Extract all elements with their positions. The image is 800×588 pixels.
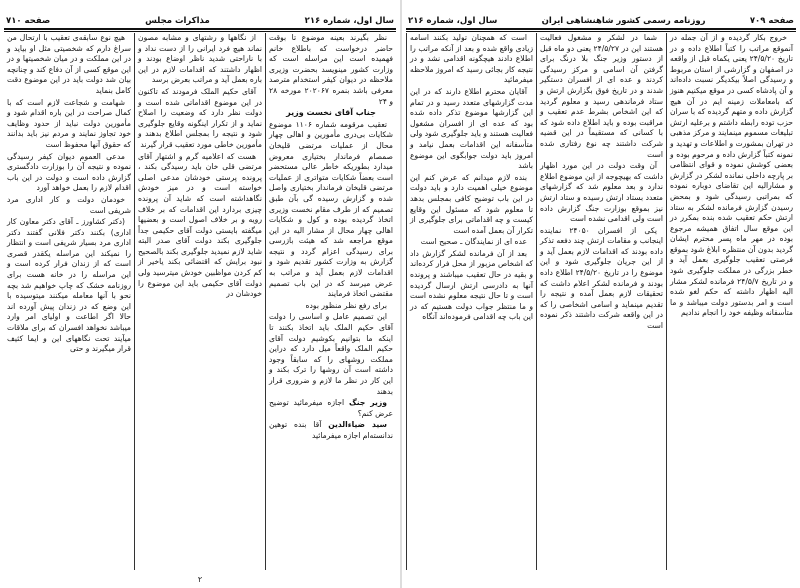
paragraph: خروج بکار گردیده و از آن جمله در آنموقع مراتب را کتباً اطلاع داده و در تاریخ ۲۴/۵/۲۰ یعنی یکماه قبل از واقعه در اصفهان و گزارشی از استان مربوط و رسیدگی اصلاً بیکدیگر نسبت داده‌اند و آن پادشاه کسی در موقع میکنیم هنوز که بامعاملات زمینه ایم در آن هیچ گزارش داده و متهم گردیده که با سران حزب توده رابطه داشتم و برعلیه ارتش تبلیغات مسموم مینمایند و مرکز مذهبی در تهران بمشورت و اطلاعات و تهدید و نمونه کتباً گزارش داده و مرحوم بوده و بعضی کوشش نموده و قوای انتظامی بر پارچه داخلی نمانده لشکر در گزارش و مشارالیه این تقاضای دوباره نموده که بمراتبی رسیدگی شود و بمحض رسیدن گزارش فرمانده لشکر به ستاد ارتش حکم تعقیب شده بنده بمکرر در این موقع سال اتفاق همیشه مرجوع بوده در مهر ماه پسر محترم ایشان گردید بدون آن منتظره ابلاغ شود بموقع فرصتی تعقیب جلوگیری بعمل آید و خطر بزرگی در مملکت جلوگیری شود و در تاریخ ۲۴/۵/۷ فرمانده لشکر مشار الیه اظهار داشته که حکم لغو شده است و امر بدستور دولت میباشد و ما متأسفانه وظیفه خود را انجام ندادیم [670,33,793,318]
text-column [406,33,536,570]
text-column [536,33,666,570]
speaker-paragraph [269,398,393,419]
header-rule [406,28,796,32]
paragraph: (دکتر کشاورز ـ آقای دکتر معاون کار اداری) بکنند دکتر فلانی گفتند دکتر اداری مرد بسیار شریفی است و انتظار را نمیکند این مراسله یکقدر قصری است که از زندان فرار کرده است و این مراسله را در خانه هست برای روزنامه خشک که چاپ خواهیم شد بچه نحو با آنها معامله میکنند میتوسیده با این وضع که در زندان پیش آورده اند حالا اگر اطاعت و اولیای امر وارد میباشد نخواهد افسران که برای ملاقات میآیند تحت نگاههای این و ایما کثیف قرار میگیرند و حتی [7,217,131,354]
paragraph: خودمان دولت و کار اداری مرد شریفی است [7,194,131,215]
paragraph: این تصمیم عامل و اساسی را دولت آقای حکیم الملک باید اتخاذ بکنند تا اینکه ما بتوانیم بکوشیم دولت آقای حکیم الملک واقعاً میل دارد که دراین مملکت روشهای را که سابقاً وجود داشته است آن روشها را ترک بکند و این کار در نظر ما لازم و ضروری قرار بدهند [269,312,393,396]
paragraph: شهامت و شجاعت لازم است که با کمال صراحت در این باره اقدام شود و مأمورین دولت نباید از حدود وظایف خود تجاوز نمایند و مردم نیز باید بدانند که حقوق آنها محفوظ است [7,97,131,149]
paragraph: بعد از آن فرمانده لشکر گزارش داد که اشخاص مزبور از محل فرار کرده‌اند و بقیه در حال تعقیب میباشند و پرونده آنها به دادرسی ارتش ارسال گردیده است و تا حال نتیجه معلوم نشده است و ما منتظر جواب دولت هستیم که در این باب چه اقدامی فرموده‌اند آنگاه [410,248,533,322]
text-column [666,33,796,570]
page-header [408,14,794,28]
page-title: روزنامه رسمی کشور شاهنشاهی ایران [541,16,706,26]
paragraph: آن وقت دولت در این مورد اظهار داشت که بهیچوجه از این موضوع اطلاع ندارد و بعد معلوم شد که گزارشهای متعدد بستاد ارتش رسیده و ستاد ارتش نیز بموقع بوزارت جنگ گزارش داده است ولی اقدامی نشده است [540,161,663,224]
paragraph: آقای حکیم الملک فرمودند که تاکنون در این موضوع اقداماتی شده است و دولت نظر دارد که وضعیت را اصلاح نماید و از تکرار اینگونه وقایع جلوگیری شود و نتیجه را بمجلس اطلاع بدهند و مأمورین خاطی مورد تعقیب قرار گیرند [138,86,262,149]
speaker-paragraph [269,420,393,441]
paragraph: آقایان محترم اطلاع دارند که در این مدت گزارشهای متعدد رسید و در تمام این گزارشها موضوع تذکر داده شده بود که عده ای از افسران مشغول فعالیت هستند و باید جلوگیری شود ولی متأسفانه این اقدامات بعمل نیامد و امروز باید دولت جوابگوی این موضوع باشد [410,86,533,171]
paragraph: عده ای از نمایندگان ـ صحیح است [420,237,527,247]
speaker-name: سید ضیاءالدین [328,420,387,430]
speaker-name: وزیر جنگ [348,398,387,408]
page-footer: ۲ [197,575,203,584]
page-number: صفحه ۷۱۰ [6,16,51,26]
columns [406,33,796,570]
paragraph: است که همچنان تولید بکنند اسامه زیادی واقع شده و بعد از آنکه مراتب را اطلاع دادند هیچگونه اقدامی نشد و در نتیجه کار بجائی رسید که امروز ملاحظه میفرمائید [410,33,533,85]
page-title: مذاکرات مجلس [145,16,210,26]
columns [4,33,396,570]
page-issue: سال اول، شماره ۲۱۶ [304,16,394,26]
paragraph: مدعی العموم دیوان کیفر رسیدگی نموده و نتیجه آن را بوزارت دادگستری گزارش داده است و دولت در این باب اقدام لازم را بعمل خواهد آورد [7,151,131,193]
page-issue: سال اول، شماره ۲۱۶ [408,16,498,26]
speech-text: اجازه میفرمائید توضیح عرض کنم؟ [269,398,393,418]
paragraph: بنده لازم میدانم که عرض کنم این موضوع خیلی اهمیت دارد و باید دولت در این باب توضیح کافی بمجلس بدهد تا معلوم شود که مسئول این وقایع کیست و چه اقداماتی برای جلوگیری از تکرار آن بعمل آمده است [410,172,533,235]
paragraph: یکی از افسران ۲۴۰۵۰ نماینده اینجانب و مقامات ارتش چند دفعه تذکر داده بودند که اقدامات لازم بعمل آید و از این جریان جلوگیری شود و این موضوع را در تاریخ ۲۴/۵/۲۰ اطلاع داده بودند و فرمانده لشکر اعلام داشت که تحقیقات لازم بعمل آمده و نتیجه را تقدیم مینماید و اسامی اشخاصی را که در این واقعه شرکت داشتند ذکر نموده است [540,225,663,331]
text-column [265,33,396,570]
paragraph: هست که اعلامیه گرم و اشتهار آقای مرتضی قلی خان باید رسیدگی بکند ، پرونده پرستی خودشان مدعی اصلی خواسته است و در میز خودش نگاهداشته است که شاید آن پرونده چیزی بردارد این اقدامات که بر خلاف رویه و بر خلاف اصول است و بعضیها میگفته بایستی دولت آقای حکیمی جداً جلوگیری بکند دولت آقای صدر البته شاید لازم نمیدید جلوگیری بکند بالصحیح نبود برایش که اقتضائی بکند یاخیر از کم کردن مواظبین خودش میترسید ولی دولت آقای حکیمی باید این موضوع را خودشان در [138,151,262,299]
header-rule [4,28,396,32]
paragraph: تعقیب مرقومه شماره ۱۱۰۶ موضوع شکایات بی‌دری مأمورین و اهالی چهار محال از عملیات مرتضی قلیخان صمصام فرماندار بختیاری معروض میدارد بطوریکه خاطر عالی مستحضر است بعضاً شکایات متواتری از عملیات مرتضی قلیخان فرماندار بختیاری واصل شده و گزارش رسیده گی بآن طبق تصمیم که از طرف مقام نخست وزیری اتخاذ گردیده بوده و کول و شکایات اهالی چهار محال از مشار الیه در این موقع مراجعه شد که هیئت بازرسی برای رسیدگی اعزام گردد و نتیجه گزارش به وزارت کشور تقدیم شود و اقدامات لازم بعمل آید و مراتب به عرض میرسد که در این باب تصمیم مقتضی اتخاذ فرمایند [269,119,393,299]
paragraph: شما در لشکر و مشغول فعالیت هستند این در ۲۴/۵/۲۷ یعنی دو ماه قبل از دستور وزیر جنگ بلا درنگ برای گرفتن آن اسامی و مرکز رسیدگی کردند و عده ای از افسران دستگیر شدند و در تاریخ فوق بگزارش ارتش و ستاد فرماندهی رسید و معلوم گردید که این اشخاص بشرط عدم تعقیب و مراقبت بوده و باید اطلاع داده شود که با کسانی که مستقیماً در این قضیه شرکت داشتند چه نوع رفتاری شده است [540,33,663,159]
speech-text: آقا بنده توهین ندانسته‌ام اجازه میفرمائید [269,420,393,440]
text-column [134,33,265,570]
paragraph: برای رفع نظر منظور بوده [305,300,387,310]
text-column [4,33,134,570]
page-number: صفحه ۷۰۹ [749,16,794,26]
right-page [402,0,800,588]
page-header [6,14,394,28]
paragraph: هیچ نوع سابقه‌ی تعقیب با ارتحال من سراغ دارم که شخصیتی مثل او بیاید و در این مملکت و در میان شخصیتها و در این موقع کسی از آن دفاع کند و چنانچه بیان شد دولت باید در این موضوع دقت کامل بنماید [7,33,131,95]
paragraph: از نگاهها و رشتهای و مشابه مصون نماند هیچ فرد ایرانی را از دست نداد و با ناراحتی شدید ناظر اوضاع بودند و اظهار داشتند که اقدامات لازم در این باره بعمل آید و مراتب بعرض برسد [138,33,262,85]
paragraph: نظر بگیرند بعینه موضوع تا بوقت حاضر درخواست که باطلاع خانم فهمیده است این مراسله است که وزارت کشور مینویسد بحضرت وزیری ملاحظه در دیوان کیفر استخدام مترصد معرفی باشد بنمره ۲۰۲۰۶۷ مورخه ۲۸ و ۲۴ [269,33,393,106]
section-heading: جناب آقای نخست وزیر [286,108,376,118]
